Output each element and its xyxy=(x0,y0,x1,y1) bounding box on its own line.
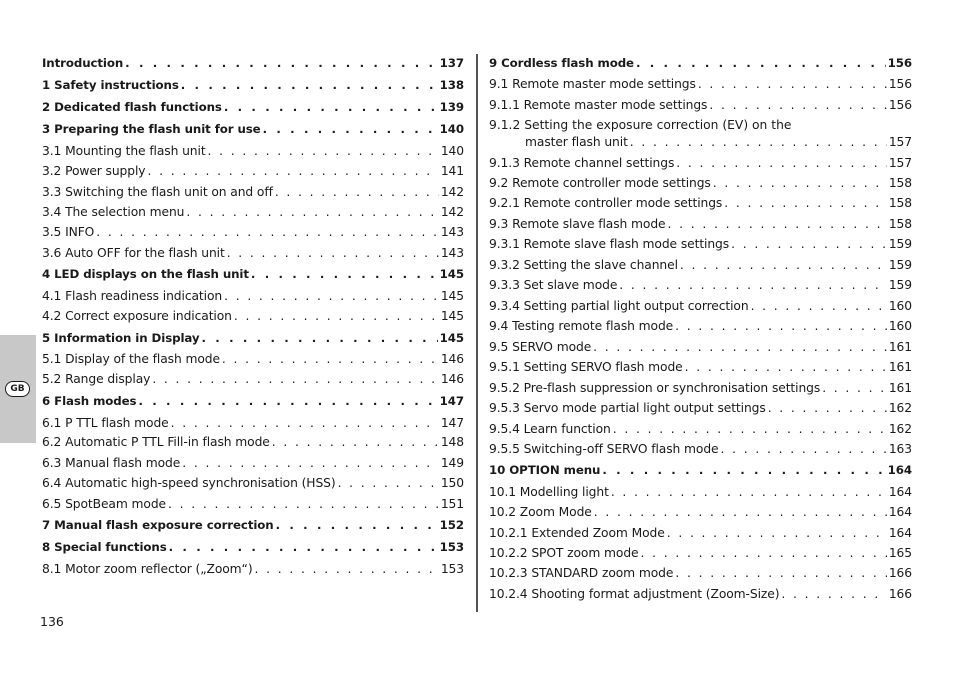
dot-leader xyxy=(222,351,439,367)
toc-entry[interactable] xyxy=(42,371,464,387)
dot-leader xyxy=(619,277,887,293)
toc-entry[interactable] xyxy=(42,55,464,71)
dot-leader xyxy=(602,462,885,478)
toc-entry[interactable] xyxy=(489,586,912,602)
toc-entry-title: 9 Cordless flash mode xyxy=(489,56,634,70)
dot-leader xyxy=(594,504,887,520)
toc-entry-page: 161 xyxy=(888,360,912,374)
toc-entry-page: 152 xyxy=(439,518,464,532)
toc-entry[interactable] xyxy=(42,539,464,555)
toc-entry[interactable] xyxy=(42,393,464,409)
dot-leader xyxy=(227,245,439,261)
toc-entry-title: Introduction xyxy=(42,56,124,70)
toc-entry-title: 3.5 INFO xyxy=(42,225,95,239)
toc-entry[interactable] xyxy=(42,517,464,533)
toc-entry-title: 6.5 SpotBeam mode xyxy=(42,497,167,511)
dot-leader xyxy=(613,421,887,437)
dot-leader xyxy=(171,415,439,431)
toc-entry-page: 158 xyxy=(888,196,912,210)
toc-entry-page: 151 xyxy=(440,497,464,511)
toc-entry-page: 140 xyxy=(439,122,464,136)
dot-leader xyxy=(680,257,887,273)
dot-leader xyxy=(751,298,887,314)
toc-entry-title: 7 Manual flash exposure correction xyxy=(42,518,274,532)
toc-entry-page: 145 xyxy=(440,309,464,323)
toc-entry[interactable] xyxy=(489,216,912,232)
toc-entry-title: 4.2 Correct exposure indication xyxy=(42,309,232,323)
toc-entry-title: 10.2.2 SPOT zoom mode xyxy=(489,546,639,560)
toc-entry-page: 146 xyxy=(440,352,464,366)
toc-entry[interactable] xyxy=(42,330,464,346)
toc-entry[interactable] xyxy=(489,55,912,71)
toc-entry-title: 10.2.4 Shooting format adjustment (Zoom-Size) xyxy=(489,587,780,601)
toc-entry-page: 159 xyxy=(888,258,912,272)
dot-leader xyxy=(272,434,439,450)
toc-entry-title: 9.5 SERVO mode xyxy=(489,340,592,354)
dot-leader xyxy=(709,97,886,113)
column-divider xyxy=(476,54,478,612)
toc-entry[interactable] xyxy=(42,434,464,450)
toc-entry[interactable] xyxy=(489,380,912,396)
toc-entry-page: 148 xyxy=(440,435,464,449)
toc-entry-page: 156 xyxy=(887,56,912,70)
toc-entry[interactable] xyxy=(42,143,464,159)
toc-entry[interactable] xyxy=(489,298,912,314)
toc-entry[interactable] xyxy=(42,224,464,240)
toc-entry[interactable] xyxy=(42,77,464,93)
dot-leader xyxy=(731,236,887,252)
toc-entry-page: 153 xyxy=(440,562,464,576)
dot-leader xyxy=(636,55,886,71)
dot-leader xyxy=(251,266,438,282)
toc-entry-title: master flash unit xyxy=(489,134,628,150)
dot-leader xyxy=(675,565,886,581)
toc-entry-page: 142 xyxy=(440,205,464,219)
toc-entry-page: 157 xyxy=(888,156,912,170)
dot-leader xyxy=(202,330,438,346)
toc-entry-title: 9.5.4 Learn function xyxy=(489,422,611,436)
dot-leader xyxy=(152,371,439,387)
toc-entry-title: 6.4 Automatic high-speed synchronisation (HSS) xyxy=(42,476,336,490)
dot-leader xyxy=(338,475,439,491)
toc-entry[interactable] xyxy=(489,97,912,113)
toc-entry-title: 9.4 Testing remote flash mode xyxy=(489,319,674,333)
toc-entry[interactable] xyxy=(489,195,912,211)
dot-leader xyxy=(676,155,887,171)
dot-leader xyxy=(721,441,887,457)
dot-leader xyxy=(138,393,437,409)
toc-entry[interactable] xyxy=(42,455,464,471)
toc-entry-page: 139 xyxy=(439,100,464,114)
toc-entry-page: 149 xyxy=(440,456,464,470)
toc-entry-page: 166 xyxy=(888,566,912,580)
toc-entry-page: 156 xyxy=(888,98,912,112)
toc-entry[interactable] xyxy=(489,277,912,293)
dot-leader xyxy=(234,308,439,324)
toc-entry[interactable] xyxy=(42,496,464,512)
toc-entry-title: 4 LED displays on the flash unit xyxy=(42,267,249,281)
toc-entry-title: 10.1 Modelling light xyxy=(489,485,609,499)
toc-entry-title: 3.4 The selection menu xyxy=(42,205,185,219)
toc-entry-title: 5.2 Range display xyxy=(42,372,151,386)
toc-entry-title: 9.3.1 Remote slave flash mode settings xyxy=(489,237,730,251)
toc-entry-page: 150 xyxy=(440,476,464,490)
toc-entry-title: 8.1 Motor zoom reflector („Zoom“) xyxy=(42,562,253,576)
toc-entry-page: 147 xyxy=(440,416,464,430)
toc-entry-title: 10.2.1 Extended Zoom Mode xyxy=(489,526,665,540)
toc-entry-title: 9.5.1 Setting SERVO flash mode xyxy=(489,360,683,374)
toc-entry-page: 164 xyxy=(888,505,912,519)
dot-leader xyxy=(169,539,438,555)
dot-leader xyxy=(224,99,438,115)
toc-entry[interactable] xyxy=(489,236,912,252)
toc-entry-page: 164 xyxy=(888,485,912,499)
toc-entry[interactable] xyxy=(42,415,464,431)
toc-entry[interactable] xyxy=(489,565,912,581)
toc-entry-title: 10 OPTION menu xyxy=(489,463,601,477)
toc-entry-title: 9.1.1 Remote master mode settings xyxy=(489,98,708,112)
dot-leader xyxy=(698,76,887,92)
toc-entry-title: 9.5.2 Pre-flash suppression or synchronisation settings xyxy=(489,381,821,395)
toc-entry[interactable] xyxy=(42,561,464,577)
toc-entry-title: 9.5.3 Servo mode partial light output settings xyxy=(489,401,766,415)
toc-entry-page: 137 xyxy=(439,56,464,70)
toc-entry[interactable] xyxy=(42,266,464,282)
dot-leader xyxy=(675,318,887,334)
toc-entry[interactable] xyxy=(489,134,912,150)
dot-leader xyxy=(668,216,887,232)
toc-entry[interactable] xyxy=(489,175,912,191)
toc-entry-page: 160 xyxy=(888,299,912,313)
toc-entry-page: 146 xyxy=(440,372,464,386)
dot-leader xyxy=(768,400,887,416)
dot-leader xyxy=(181,77,438,93)
toc-entry-title: 3.1 Mounting the flash unit xyxy=(42,144,206,158)
toc-entry-page: 164 xyxy=(888,526,912,540)
toc-entry-title: 9.3 Remote slave flash mode xyxy=(489,217,666,231)
toc-entry-title: 9.2 Remote controller mode settings xyxy=(489,176,711,190)
toc-entry[interactable] xyxy=(42,351,464,367)
toc-entry-title: 3 Preparing the flash unit for use xyxy=(42,122,261,136)
toc-entry-page: 159 xyxy=(888,278,912,292)
toc-entry-page: 145 xyxy=(439,331,464,345)
dot-leader xyxy=(611,484,887,500)
toc-entry[interactable] xyxy=(42,475,464,491)
toc-entry-page: 158 xyxy=(888,176,912,190)
dot-leader xyxy=(781,586,886,602)
toc-entry[interactable] xyxy=(489,545,912,561)
toc-entry-title: 3.6 Auto OFF for the flash unit xyxy=(42,246,225,260)
toc-entry-page: 153 xyxy=(439,540,464,554)
toc-entry-title: 9.1.3 Remote channel settings xyxy=(489,156,675,170)
toc-entry-page: 145 xyxy=(440,289,464,303)
dot-leader xyxy=(685,359,887,375)
toc-entry-title: 10.2 Zoom Mode xyxy=(489,505,592,519)
toc-entry-title: 9.3.4 Setting partial light output correction xyxy=(489,299,749,313)
toc-entry-page: 158 xyxy=(888,217,912,231)
toc-entry-page: 147 xyxy=(439,394,464,408)
toc-entry[interactable] xyxy=(489,400,912,416)
toc-entry-title: 6.1 P TTL flash mode xyxy=(42,416,169,430)
toc-entry[interactable] xyxy=(489,504,912,520)
toc-entry-page: 163 xyxy=(888,442,912,456)
toc-entry-page: 145 xyxy=(439,267,464,281)
toc-entry-title: 9.2.1 Remote controller mode settings xyxy=(489,196,723,210)
toc-entry-page: 162 xyxy=(888,401,912,415)
language-badge: GB xyxy=(5,381,30,397)
toc-entry-page: 156 xyxy=(888,77,912,91)
toc-entry[interactable] xyxy=(489,525,912,541)
toc-entry-page: 160 xyxy=(888,319,912,333)
dot-leader xyxy=(125,55,438,71)
dot-leader xyxy=(208,143,439,159)
toc-entry-title: 3.2 Power supply xyxy=(42,164,146,178)
toc-entry[interactable] xyxy=(489,76,912,92)
toc-entry-title: 5.1 Display of the flash mode xyxy=(42,352,220,366)
dot-leader xyxy=(224,288,439,304)
dot-leader xyxy=(822,380,887,396)
dot-leader xyxy=(147,163,438,179)
toc-entry[interactable] xyxy=(42,245,464,261)
dot-leader xyxy=(275,184,439,200)
toc-entry-page: 161 xyxy=(888,381,912,395)
dot-leader xyxy=(96,224,439,240)
dot-leader xyxy=(630,134,887,150)
dot-leader xyxy=(186,204,438,220)
toc-entry-title: 4.1 Flash readiness indication xyxy=(42,289,223,303)
toc-entry-title: 9.1 Remote master mode settings xyxy=(489,77,696,91)
toc-entry[interactable] xyxy=(42,288,464,304)
toc-entry-title: 2 Dedicated flash functions xyxy=(42,100,222,114)
toc-entry[interactable] xyxy=(42,308,464,324)
toc-entry[interactable] xyxy=(42,163,464,179)
toc-entry-page: 165 xyxy=(888,546,912,560)
dot-leader xyxy=(168,496,439,512)
toc-entry[interactable] xyxy=(489,359,912,375)
dot-leader xyxy=(263,121,438,137)
toc-entry-page: 157 xyxy=(888,135,912,149)
page-number: 136 xyxy=(40,614,64,629)
toc-entry[interactable] xyxy=(42,204,464,220)
toc-entry-title: 6 Flash modes xyxy=(42,394,137,408)
dot-leader xyxy=(724,195,887,211)
toc-entry[interactable] xyxy=(489,257,912,273)
toc-entry-title: 5 Information in Display xyxy=(42,331,200,345)
toc-entry-title[interactable]: 9.1.2 Setting the exposure correction (EV) on the xyxy=(489,118,792,132)
toc-entry-page: 159 xyxy=(888,237,912,251)
dot-leader xyxy=(182,455,439,471)
toc-entry-page: 162 xyxy=(888,422,912,436)
toc-entry-title: 8 Special functions xyxy=(42,540,167,554)
toc-entry-page: 141 xyxy=(440,164,464,178)
toc-entry-page: 161 xyxy=(888,340,912,354)
toc-entry-page: 143 xyxy=(440,225,464,239)
toc-entry-title: 9.3.3 Set slave mode xyxy=(489,278,618,292)
toc-entry-title: 6.3 Manual flash mode xyxy=(42,456,181,470)
toc-entry-page: 138 xyxy=(439,78,464,92)
toc-entry[interactable] xyxy=(42,184,464,200)
dot-leader xyxy=(641,545,887,561)
toc-entry[interactable] xyxy=(489,155,912,171)
toc-entry[interactable] xyxy=(42,99,464,115)
toc-entry-title: 10.2.3 STANDARD zoom mode xyxy=(489,566,674,580)
dot-leader xyxy=(713,175,887,191)
toc-entry-title: 6.2 Automatic P TTL Fill-in flash mode xyxy=(42,435,270,449)
toc-entry[interactable] xyxy=(489,318,912,334)
toc-entry-page: 166 xyxy=(888,587,912,601)
toc-entry[interactable] xyxy=(489,421,912,437)
toc-entry-page: 143 xyxy=(440,246,464,260)
toc-entry-title: 9.5.5 Switching-off SERVO flash mode xyxy=(489,442,719,456)
dot-leader xyxy=(255,561,439,577)
toc-entry-title: 1 Safety instructions xyxy=(42,78,179,92)
dot-leader xyxy=(276,517,438,533)
toc-entry[interactable] xyxy=(489,484,912,500)
toc-entry-page: 140 xyxy=(440,144,464,158)
toc-entry-page: 164 xyxy=(887,463,912,477)
toc-entry-page: 142 xyxy=(440,185,464,199)
toc-entry-title: 3.3 Switching the flash unit on and off xyxy=(42,185,273,199)
toc-entry[interactable] xyxy=(42,121,464,137)
toc-entry[interactable] xyxy=(489,441,912,457)
toc-entry-title: 9.3.2 Setting the slave channel xyxy=(489,258,678,272)
toc-entry[interactable] xyxy=(489,339,912,355)
toc-entry[interactable] xyxy=(489,462,912,478)
dot-leader xyxy=(593,339,887,355)
dot-leader xyxy=(667,525,887,541)
